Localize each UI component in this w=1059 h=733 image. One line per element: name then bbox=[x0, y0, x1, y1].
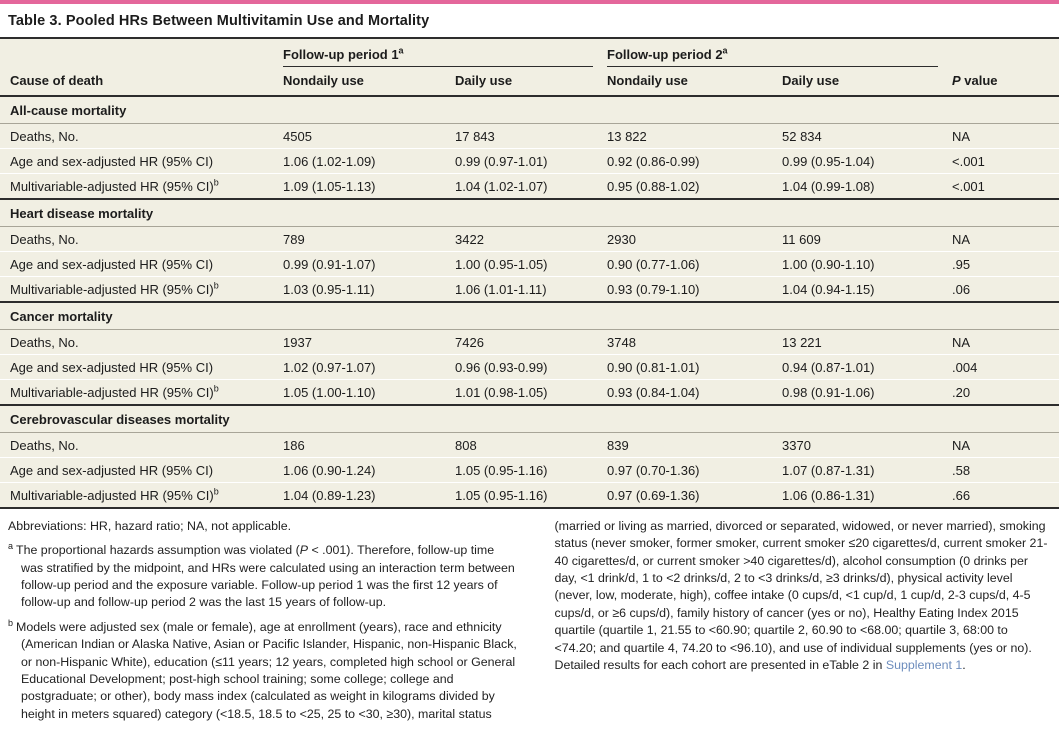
cell-value: 17 843 bbox=[455, 124, 607, 149]
table-row bbox=[0, 380, 1059, 406]
cell-value: 1.02 (0.97-1.07) bbox=[283, 355, 455, 380]
row-label: Age and sex-adjusted HR (95% CI) bbox=[0, 149, 283, 174]
cell-value: 839 bbox=[607, 433, 782, 458]
supplement-1-link[interactable]: Supplement 1 bbox=[885, 657, 963, 672]
footnotes bbox=[0, 509, 1059, 733]
row-label: Multivariable-adjusted HR (95% CI)$^b$ bbox=[0, 174, 283, 200]
cell-value: 1.03 (0.95-1.11) bbox=[283, 277, 455, 303]
cell-value: 808 bbox=[455, 433, 607, 458]
section-title: Cancer mortality bbox=[0, 302, 1059, 330]
footnote-marker-a: a bbox=[722, 45, 728, 56]
table-row bbox=[0, 227, 1059, 252]
cell-value: 0.95 (0.88-1.02) bbox=[607, 174, 782, 200]
cell-value: 1.07 (0.87-1.31) bbox=[782, 458, 952, 483]
table-row bbox=[0, 252, 1059, 277]
cell-value: 11 609 bbox=[782, 227, 952, 252]
cell-value: NA bbox=[952, 124, 1059, 149]
cell-value: 1.04 (1.02-1.07) bbox=[455, 174, 607, 200]
row-label: Deaths, No. bbox=[0, 124, 283, 149]
column-header-cause-of-death: Cause of death bbox=[0, 67, 283, 96]
column-group-label: Follow-up period 2 bbox=[607, 47, 723, 62]
section-header-row bbox=[0, 199, 1059, 227]
cell-value: .06 bbox=[952, 277, 1059, 303]
cell-value: 1.00 (0.95-1.05) bbox=[455, 252, 607, 277]
table-row bbox=[0, 355, 1059, 380]
section-header-row bbox=[0, 302, 1059, 330]
cell-value: NA bbox=[952, 330, 1059, 355]
row-label: Deaths, No. bbox=[0, 227, 283, 252]
cell-value: 1.00 (0.90-1.10) bbox=[782, 252, 952, 277]
cell-value: 0.93 (0.79-1.10) bbox=[607, 277, 782, 303]
cell-value: 1.06 (1.02-1.09) bbox=[283, 149, 455, 174]
row-label: Deaths, No. bbox=[0, 330, 283, 355]
footnote-a-marker: a bbox=[8, 541, 14, 552]
footnote-b: $^b$ Models were adjusted sex (male or female), age at enrollment (years), race and ethnicity (American Indian or Alaska Native, Asian or Pacific Islander, Hispanic, non-Hispanic Black, or non-Hispanic White), education (≤11 years; 12 years, completed high school or General Educational Development; post-high school training; some college; college and postgraduate; or other), body mass index (calculated as weight in kilograms divided by height in meters squared) category (<18.5, 18.5 to <25, 25 to <30, ≥30), marital status (married or living as married, divorced or separated, widowed, or never married), smoking status (never smoker, former smoker, current smoker ≤20 cigarettes/d, current smoker 21-40 cigarettes/d, or current smoker >40 cigarettes/d), alcohol consumption (0 drinks per day, <1 drink/d, 1 to <2 drinks/d, 2 to <3 drinks/d, ≥3 drinks/d), physical activity level (never, low, moderate, high), coffee intake (0 cups/d, <1 cup/d, 1 cup/d, 2-3 cups/d, 4-5 cups/d, or ≥6 cups/d), family history of cancer (yes or no), Healthy Eating Index 2015 quartile (quartile 1, 21.55 to <60.90; quartile 2, 60.90 to <68.00; quartile 3, 68:00 to <74.20; and quartile 4, 74.20 to <96.10), and use of individual supplements (yes or no). Detailed results for each cohort are presented in eTable 2 in Supplement 1. bbox=[8, 519, 1048, 721]
cell-value: 52 834 bbox=[782, 124, 952, 149]
column-group-followup-1 bbox=[283, 39, 607, 67]
row-label: Multivariable-adjusted HR (95% CI)$^b$ bbox=[0, 380, 283, 406]
empty-header-cell bbox=[952, 39, 1059, 67]
cell-value: 0.97 (0.69-1.36) bbox=[607, 483, 782, 509]
cell-value: 1.06 (0.90-1.24) bbox=[283, 458, 455, 483]
cell-value: 1.04 (0.89-1.23) bbox=[283, 483, 455, 509]
cell-value: 0.99 (0.95-1.04) bbox=[782, 149, 952, 174]
table-row bbox=[0, 124, 1059, 149]
table-title: Table 3. Pooled HRs Between Multivitamin Use and Mortality bbox=[8, 13, 430, 29]
table-row bbox=[0, 458, 1059, 483]
cell-value: <.001 bbox=[952, 149, 1059, 174]
cell-value: 0.90 (0.81-1.01) bbox=[607, 355, 782, 380]
cell-value: 0.99 (0.91-1.07) bbox=[283, 252, 455, 277]
footnote-marker-b: b bbox=[213, 486, 219, 497]
table-row bbox=[0, 149, 1059, 174]
cell-value: .66 bbox=[952, 483, 1059, 509]
cell-value: .58 bbox=[952, 458, 1059, 483]
cell-value: 789 bbox=[283, 227, 455, 252]
italic-p: P bbox=[299, 543, 309, 558]
cell-value: .20 bbox=[952, 380, 1059, 406]
column-header-daily-1: Daily use bbox=[455, 67, 607, 96]
cell-value: <.001 bbox=[952, 174, 1059, 200]
column-header-p-value: P value bbox=[952, 67, 1059, 96]
cell-value: NA bbox=[952, 433, 1059, 458]
cell-value: 1937 bbox=[283, 330, 455, 355]
section-header-row bbox=[0, 405, 1059, 433]
table-row bbox=[0, 433, 1059, 458]
cell-value: 0.94 (0.87-1.01) bbox=[782, 355, 952, 380]
cell-value: 1.01 (0.98-1.05) bbox=[455, 380, 607, 406]
column-header-nondaily-1: Nondaily use bbox=[283, 67, 455, 96]
row-label: Age and sex-adjusted HR (95% CI) bbox=[0, 458, 283, 483]
cell-value: 1.06 (1.01-1.11) bbox=[455, 277, 607, 303]
footnote-marker-b: b bbox=[213, 177, 219, 188]
cell-value: 0.99 (0.97-1.01) bbox=[455, 149, 607, 174]
row-label: Multivariable-adjusted HR (95% CI)$^b$ bbox=[0, 277, 283, 303]
cell-value: 0.97 (0.70-1.36) bbox=[607, 458, 782, 483]
cell-value: 2930 bbox=[607, 227, 782, 252]
cell-value: NA bbox=[952, 227, 1059, 252]
column-header-row bbox=[0, 67, 1059, 96]
column-group-row bbox=[0, 39, 1059, 67]
row-label: Age and sex-adjusted HR (95% CI) bbox=[0, 252, 283, 277]
cell-value: 0.98 (0.91-1.06) bbox=[782, 380, 952, 406]
cell-value: 0.90 (0.77-1.06) bbox=[607, 252, 782, 277]
footnote-marker-b: b bbox=[213, 280, 219, 291]
cell-value: 0.92 (0.86-0.99) bbox=[607, 149, 782, 174]
cell-value: 7426 bbox=[455, 330, 607, 355]
data-table bbox=[0, 39, 1059, 509]
footnote-b-marker: b bbox=[8, 617, 14, 628]
cell-value: 1.06 (0.86-1.31) bbox=[782, 483, 952, 509]
cell-value: 0.93 (0.84-1.04) bbox=[607, 380, 782, 406]
cell-value: 1.05 (0.95-1.16) bbox=[455, 458, 607, 483]
cell-value: 3370 bbox=[782, 433, 952, 458]
column-header-nondaily-2: Nondaily use bbox=[607, 67, 782, 96]
cell-value: .95 bbox=[952, 252, 1059, 277]
cell-value: 1.04 (0.94-1.15) bbox=[782, 277, 952, 303]
section-header-row bbox=[0, 96, 1059, 124]
cell-value: 1.05 (1.00-1.10) bbox=[283, 380, 455, 406]
cell-value: 13 221 bbox=[782, 330, 952, 355]
column-header-daily-2: Daily use bbox=[782, 67, 952, 96]
row-label: Multivariable-adjusted HR (95% CI)$^b$ bbox=[0, 483, 283, 509]
column-group-label: Follow-up period 1 bbox=[283, 47, 399, 62]
row-label: Age and sex-adjusted HR (95% CI) bbox=[0, 355, 283, 380]
abbreviations-note: Abbreviations: HR, hazard ratio; NA, not applicable. bbox=[8, 519, 292, 533]
section-title: Cerebrovascular diseases mortality bbox=[0, 405, 1059, 433]
cell-value: 186 bbox=[283, 433, 455, 458]
column-group-followup-2 bbox=[607, 39, 952, 67]
empty-header-cell bbox=[0, 39, 283, 67]
cell-value: 1.09 (1.05-1.13) bbox=[283, 174, 455, 200]
cell-value: 4505 bbox=[283, 124, 455, 149]
table-body bbox=[0, 96, 1059, 508]
cell-value: 13 822 bbox=[607, 124, 782, 149]
cell-value: 1.05 (0.95-1.16) bbox=[455, 483, 607, 509]
cell-value: 3422 bbox=[455, 227, 607, 252]
section-title: All-cause mortality bbox=[0, 96, 1059, 124]
footnote-marker-a: a bbox=[398, 45, 404, 56]
row-label: Deaths, No. bbox=[0, 433, 283, 458]
table-row bbox=[0, 174, 1059, 200]
cell-value: .004 bbox=[952, 355, 1059, 380]
table-row bbox=[0, 483, 1059, 509]
cell-value: 1.04 (0.99-1.08) bbox=[782, 174, 952, 200]
cell-value: 3748 bbox=[607, 330, 782, 355]
footnote-a: $^a$ The proportional hazards assumption was violated (P < .001). Therefore, follow-up time was stratified by the midpoint, and HRs were calculated using an interaction term between follow-up period and the exposure variable. Follow-up period 1 was the first 12 years of follow-up and follow-up period 2 was the last 15 years of follow-up. bbox=[8, 541, 515, 610]
section-title: Heart disease mortality bbox=[0, 199, 1059, 227]
table-row bbox=[0, 330, 1059, 355]
p-value-italic: P bbox=[952, 73, 961, 88]
cell-value: 0.96 (0.93-0.99) bbox=[455, 355, 607, 380]
footnote-marker-b: b bbox=[213, 383, 219, 394]
table-row bbox=[0, 277, 1059, 303]
